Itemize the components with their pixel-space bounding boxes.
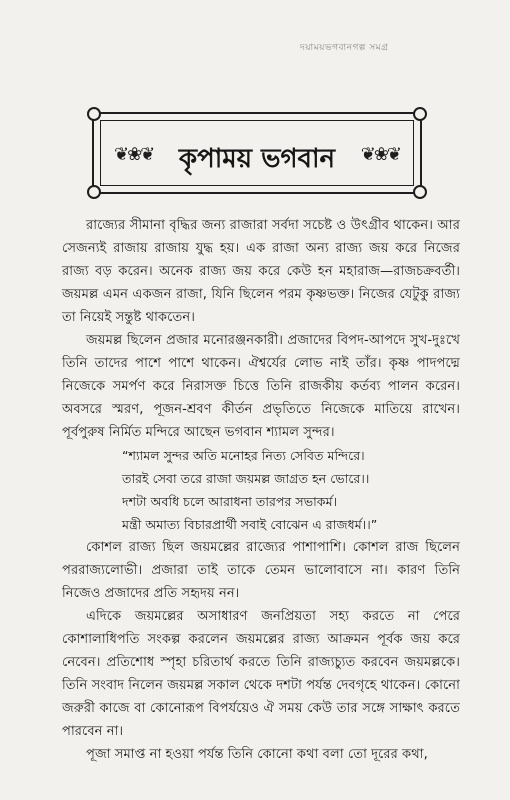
- story-body: [62, 214, 460, 766]
- floral-ornament-icon: ❦❀❦: [360, 144, 400, 165]
- chapter-title: কৃপাময় ভগবান: [178, 144, 336, 174]
- paragraph: পূজা সমাপ্ত না হওয়া পর্যন্ত তিনি কোনো কথা বলা তো দূরের কথা,: [86, 747, 428, 762]
- frame-corner-ornament: [413, 185, 427, 199]
- verse-line: দশটা অবধি চলে আরাধনা তারপর সভাকর্ম।: [122, 494, 338, 509]
- frame-corner-ornament: [87, 107, 101, 121]
- paragraph: এদিকে জয়মল্লের অসাধারণ জনপ্রিয়তা সহ্য করতে না পেরে কোশালাধিপতি সংকল্প করলেন জয়মল্লের রাজ্য আক্রমন পূর্বক জয় করে নেবেন। প্রতিশোধ স্পৃহা চরিতার্থ করতে তিনি রাজ্যচ্যুত করবেন জয়মল্লকে। তিনি সংবাদ নিলেন জয়মল্ল সকাল থেকে দশটা পর্যন্ত দেবগৃহে থাকেন। কোনো জরুরী কাজে বা কোনোরূপ বিপর্যয়েও ঐ সময় কেউ তার সঙ্গে সাক্ষাৎ করতে পারবেন না।: [62, 609, 460, 739]
- floral-ornament-icon: ❦❀❦: [114, 144, 154, 165]
- paragraph: কোশল রাজ্য ছিল জয়মল্লের রাজ্যের পাশাপাশি। কোশল রাজ ছিলেন পররাজ্যলোভী। প্রজারা তাই তাকে তেমন ভালোবাসে না। কারণ তিনি নিজেও প্রজাদের প্রতি সহৃদয় নন।: [62, 540, 460, 601]
- paragraph: জয়মল্ল ছিলেন প্রজার মনোরঞ্জনকারী। প্রজাদের বিপদ-আপদে সুখ-দুঃখে তিনি তাদের পাশে পাশে থাকেন। ঐশ্বর্যের লোভ নাই তাঁর। কৃষ্ণ পাদপদ্মে নিজেকে সমর্পণ করে নিরাসক্ত চিত্তে তিনি রাজকীয় কর্তব্য পালন করেন। অবসরে স্মরণ, পূজন-শ্রবণ কীর্তন প্রভৃতিতে নিজেকে মাতিয়ে রাখেন। পূর্বপুরুষ নির্মিত মন্দিরে আছেন ভগবান শ্যামল সুন্দর।: [62, 333, 460, 440]
- verse-line: মন্ত্রী অমাত্য বিচারপ্রার্থী সবাই বোঝেন এ রাজধর্ম।।”: [122, 517, 378, 532]
- verse-block: [122, 444, 460, 536]
- frame-corner-ornament: [413, 107, 427, 121]
- verse-line: তারই সেবা তরে রাজা জয়মল্ল জাগ্রত হন ভোরে।।: [122, 471, 370, 486]
- frame-corner-ornament: [87, 185, 101, 199]
- paragraph: রাজ্যের সীমানা বৃদ্ধির জন্য রাজারা সর্বদা সচেষ্ট ও উৎগ্রীব থাকেন। আর সেজন্যই রাজায় রাজায় যুদ্ধ হয়। এক রাজা অন্য রাজ্য জয় করে নিজের রাজ্য বড় করেন। অনেক রাজ্য জয় করে কেউ হন মহারাজ—রাজচক্রবর্তী। জয়মল্ল এমন একজন রাজা, যিনি ছিলেন পরম কৃষ্ণভক্ত। নিজের যেটুকু রাজ্য তা নিয়েই সন্তুষ্ট থাকতেন।: [62, 218, 460, 325]
- verse-line: “শ্যামল সুন্দর অতি মনোহর নিত্য সেবিত মন্দিরে।: [122, 448, 365, 463]
- running-header: দয়াময়ভগবানগল্প সমগ্র: [300, 43, 389, 53]
- title-frame: [92, 112, 422, 194]
